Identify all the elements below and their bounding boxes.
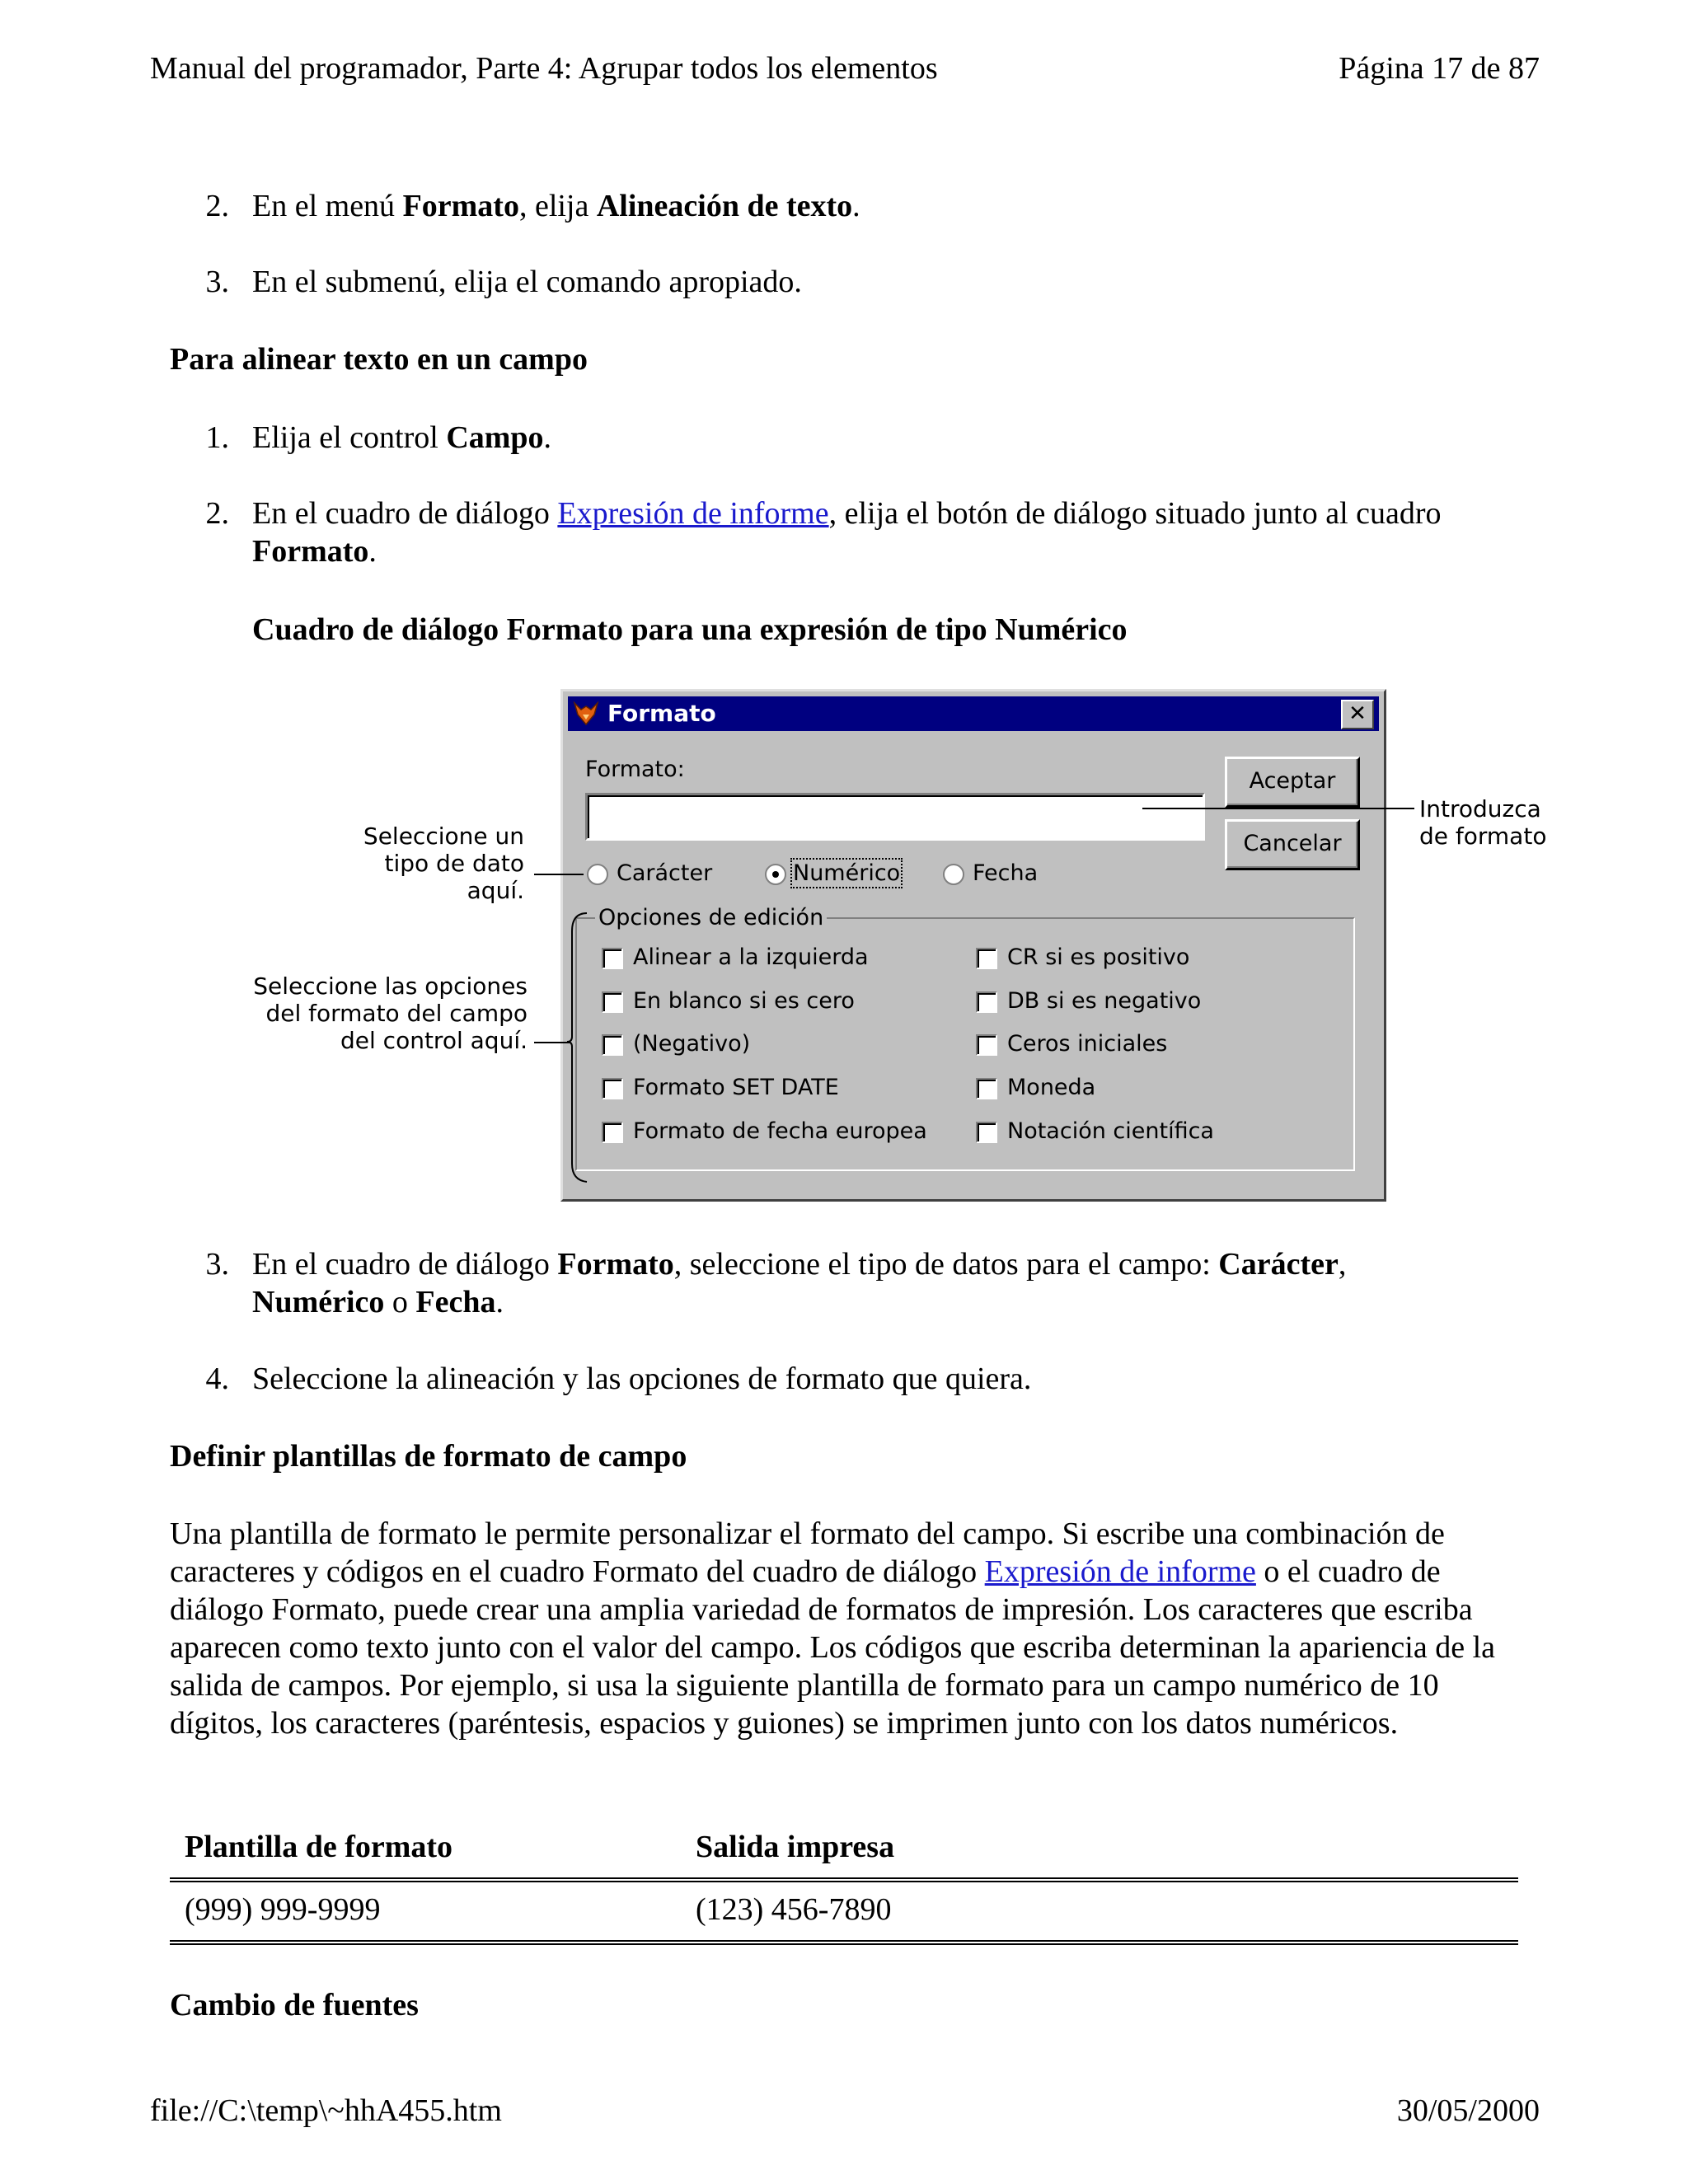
format-label: Formato:: [585, 757, 685, 782]
checkbox-blank-if-zero[interactable]: [602, 991, 623, 1013]
table-rule: [170, 1940, 1518, 1945]
format-input[interactable]: [585, 793, 1205, 841]
page-header-title: Manual del programador, Parte 4: Agrupar todos los elementos: [150, 51, 938, 86]
bracket-shape: [565, 912, 590, 1183]
checkbox-label: Moneda: [1007, 1075, 1096, 1100]
close-button[interactable]: ✕: [1341, 700, 1374, 729]
group-label: Opciones de edición: [595, 905, 827, 930]
table-header: Plantilla de formato: [185, 1830, 453, 1864]
table-cell: (999) 999-9999: [185, 1892, 381, 1927]
checkbox-cr-if-positive[interactable]: [976, 948, 997, 969]
table-header: Salida impresa: [696, 1830, 895, 1864]
checkbox-currency[interactable]: [976, 1078, 997, 1099]
footer-date: 30/05/2000: [1396, 2093, 1540, 2128]
checkbox-align-left[interactable]: [602, 948, 623, 969]
page-number: Página 17 de 87: [1339, 51, 1540, 86]
radio-character-label: Carácter: [617, 860, 713, 886]
radio-numeric[interactable]: [765, 864, 786, 885]
dialog-titlebar: [568, 696, 1379, 731]
checkbox-label: Ceros iniciales: [1007, 1031, 1168, 1057]
list-item: 3. En el submenú, elija el comando apropiado.: [205, 265, 802, 299]
link-expresion-de-informe[interactable]: Expresión de informe: [557, 496, 829, 531]
checkbox-european-date[interactable]: [602, 1122, 623, 1143]
table-cell: (123) 456-7890: [696, 1892, 892, 1927]
checkbox-db-if-negative[interactable]: [976, 991, 997, 1013]
section-heading: Para alinear texto en un campo: [170, 342, 588, 377]
radio-date[interactable]: [943, 864, 964, 885]
checkbox-label: Alinear a la izquierda: [633, 944, 869, 970]
section-heading: Cambio de fuentes: [170, 1988, 419, 2022]
list-item: 1. Elija el control Campo.: [205, 420, 552, 455]
accept-button[interactable]: Aceptar: [1225, 757, 1360, 808]
callout-data-type: Seleccione un tipo de dato aquí.: [363, 823, 524, 904]
checkbox-label: DB si es negativo: [1007, 988, 1202, 1014]
checkbox-label: Notación científica: [1007, 1118, 1214, 1144]
checkbox-label: Formato de fecha europea: [633, 1118, 927, 1144]
table-rule: [170, 1877, 1518, 1882]
fox-app-icon: [573, 701, 599, 726]
checkbox-negative[interactable]: [602, 1034, 623, 1056]
callout-format: Introduzca de formato: [1419, 795, 1547, 850]
list-item: 2. En el menú Formato, elija Alineación de texto.: [205, 189, 860, 223]
dialog-title: Formato: [607, 700, 716, 727]
radio-character[interactable]: [587, 864, 608, 885]
cancel-button[interactable]: Cancelar: [1225, 819, 1360, 870]
callout-line: [1142, 808, 1414, 809]
section-heading: Definir plantillas de formato de campo: [170, 1439, 687, 1474]
checkbox-label: CR si es positivo: [1007, 944, 1190, 970]
list-item: 4. Seleccione la alineación y las opciones de formato que quiera.: [205, 1361, 1032, 1396]
checkbox-label: (Negativo): [633, 1031, 751, 1057]
link-expresion-de-informe-2[interactable]: Expresión de informe: [984, 1554, 1256, 1589]
radio-date-label: Fecha: [973, 860, 1039, 886]
checkbox-label: Formato SET DATE: [633, 1075, 839, 1100]
list-item: 2. En el cuadro de diálogo Expresión de informe, elija el botón de diálogo situado junto al cuadro Formato.: [205, 496, 1442, 569]
checkbox-set-date[interactable]: [602, 1078, 623, 1099]
checkbox-scientific-notation[interactable]: [976, 1122, 997, 1143]
body-paragraph: Una plantilla de formato le permite personalizar el formato del campo. Si escribe una combinación de caracteres y códigos en el cuadro Formato del cuadro de diálogo Expresión de informe o el cuadro de diálogo Formato, puede crear una amplia variedad de formatos de impresión. Los caracteres que escriba aparecen como texto junto con el valor del campo. Los códigos que escriba determinan la apariencia de la salida de campos. Por ejemplo, si usa la siguiente plantilla de formato para un campo numérico de 10 dígitos, los caracteres (paréntesis, espacios y guiones) se imprimen junto con los datos numéricos.: [170, 1516, 1496, 1741]
checkbox-label: En blanco si es cero: [633, 988, 855, 1014]
list-item: 3. En el cuadro de diálogo Formato, seleccione el tipo de datos para el campo: Carácter, Numérico o Fecha.: [205, 1247, 1347, 1319]
callout-line: [534, 874, 584, 875]
callout-options: Seleccione las opciones del formato del campo del control aquí.: [253, 972, 528, 1054]
footer-path: file://C:\temp\~hhA455.htm: [150, 2093, 502, 2128]
checkbox-leading-zeros[interactable]: [976, 1034, 997, 1056]
figure-caption: Cuadro de diálogo Formato para una expresión de tipo Numérico: [252, 612, 1128, 647]
radio-numeric-label: Numérico: [793, 860, 901, 886]
